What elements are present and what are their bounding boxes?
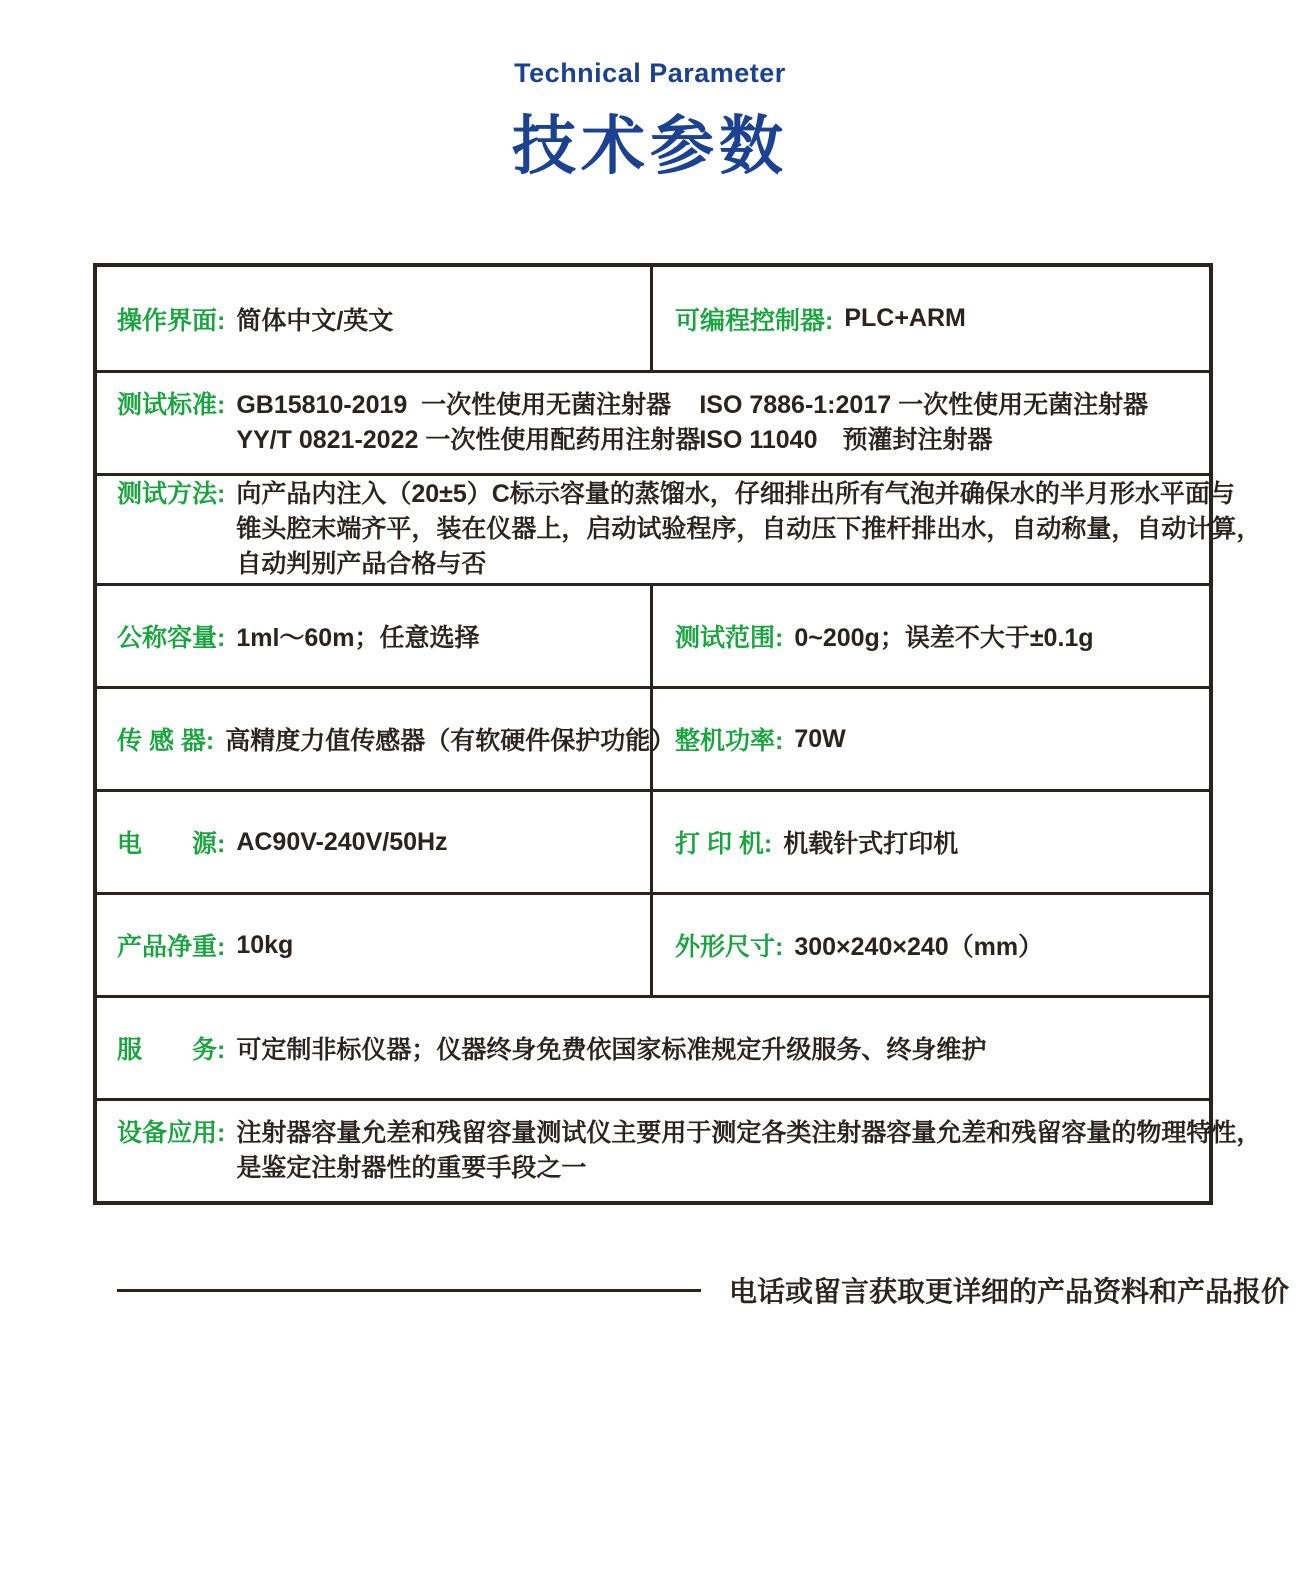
page-title: 技术参数 bbox=[512, 110, 788, 182]
param-value: 高精度力值传感器（有软硬件保护功能） bbox=[225, 727, 676, 755]
param-row-service bbox=[97, 995, 1209, 1098]
param-value: AC90V-240V/50Hz bbox=[236, 827, 448, 856]
param-value: 简体中文/英文 bbox=[236, 306, 394, 335]
param-value: 可定制非标仪器；仪器终身免费依国家标准规定升级服务、终身维护 bbox=[236, 1036, 987, 1064]
page-header bbox=[0, 58, 1300, 187]
param-label: 公称容量: bbox=[117, 624, 226, 652]
application-text: 注射器容量允差和残留容量测试仪主要用于测定各类注射器容量允差和残留容量的物理特性， 是鉴定注射器性的重要手段之一 bbox=[236, 1119, 1262, 1182]
param-value: 1ml～60m；任意选择 bbox=[236, 624, 480, 652]
param-row-interface-controller bbox=[97, 267, 1209, 370]
param-label: 测试标准: bbox=[117, 391, 226, 419]
param-row-capacity-range bbox=[97, 583, 1209, 686]
param-cell-power-supply bbox=[97, 792, 653, 892]
param-row-sensor-power bbox=[97, 686, 1209, 789]
param-label: 设备应用: bbox=[117, 1119, 226, 1147]
footer bbox=[0, 1268, 1300, 1312]
param-cell-printer bbox=[653, 792, 1209, 892]
standards-line: GB15810-2019 一次性使用无菌注射器 ISO 7886-1:2017 一次性使用无菌注射器 bbox=[236, 391, 1149, 419]
param-label: 服 务: bbox=[117, 1036, 226, 1064]
method-text: 向产品内注入（20±5）C标示容量的蒸馏水，仔细排出所有气泡并确保水的半月形水平面与 锥头腔末端齐平，装在仪器上，启动试验程序，自动压下推杆排出水，自动称量，自动计算， 自动判别产品合格与否 bbox=[236, 480, 1262, 578]
param-cell-net-weight bbox=[97, 895, 653, 995]
param-row-powersupply-printer bbox=[97, 789, 1209, 892]
param-cell-application bbox=[97, 1101, 1261, 1201]
spec-table bbox=[93, 263, 1262, 1205]
param-label: 测试方法: bbox=[117, 480, 226, 508]
param-label: 传 感 器: bbox=[117, 727, 215, 755]
param-label: 外形尺寸: bbox=[675, 933, 784, 961]
param-row-weight-dimensions bbox=[97, 892, 1209, 995]
param-cell-test-range bbox=[653, 586, 1209, 686]
param-value: 70W bbox=[794, 724, 846, 753]
param-value: 10kg bbox=[236, 930, 294, 959]
standards-list bbox=[236, 388, 1148, 458]
param-label: 可编程控制器: bbox=[675, 306, 834, 335]
param-row-application bbox=[97, 1098, 1262, 1201]
param-row-test-standards bbox=[97, 370, 1209, 473]
param-cell-machine-power bbox=[653, 689, 1209, 789]
param-value: 0~200g；误差不大于±0.1g bbox=[794, 624, 1094, 652]
param-label: 操作界面: bbox=[117, 306, 226, 335]
param-cell-sensor bbox=[97, 689, 676, 789]
param-cell-test-standards bbox=[97, 373, 1209, 473]
param-cell-capacity bbox=[97, 586, 653, 686]
param-label: 电 源: bbox=[117, 830, 226, 858]
param-label: 产品净重: bbox=[117, 933, 226, 961]
param-cell-service bbox=[97, 998, 1209, 1098]
param-label: 整机功率: bbox=[675, 727, 784, 755]
param-cell-dimensions bbox=[653, 895, 1209, 995]
standards-line: YY/T 0821-2022 一次性使用配药用注射器 ISO 11040 预灌封注射器 bbox=[236, 426, 993, 454]
param-cell-test-method bbox=[97, 476, 1261, 583]
page-subtitle: Technical Parameter bbox=[514, 58, 786, 88]
param-label: 打 印 机: bbox=[675, 830, 773, 858]
param-value: 300×240×240（mm） bbox=[794, 933, 1044, 961]
param-value: 机载针式打印机 bbox=[783, 830, 959, 858]
footer-rule bbox=[117, 1289, 701, 1292]
footer-note: 电话或留言获取更详细的产品资料和产品报价 bbox=[729, 1276, 1290, 1307]
param-row-test-method bbox=[97, 473, 1262, 583]
param-cell-interface bbox=[97, 267, 653, 370]
param-value: PLC+ARM bbox=[844, 304, 966, 332]
param-label: 测试范围: bbox=[675, 624, 784, 652]
param-cell-controller bbox=[653, 267, 1209, 370]
